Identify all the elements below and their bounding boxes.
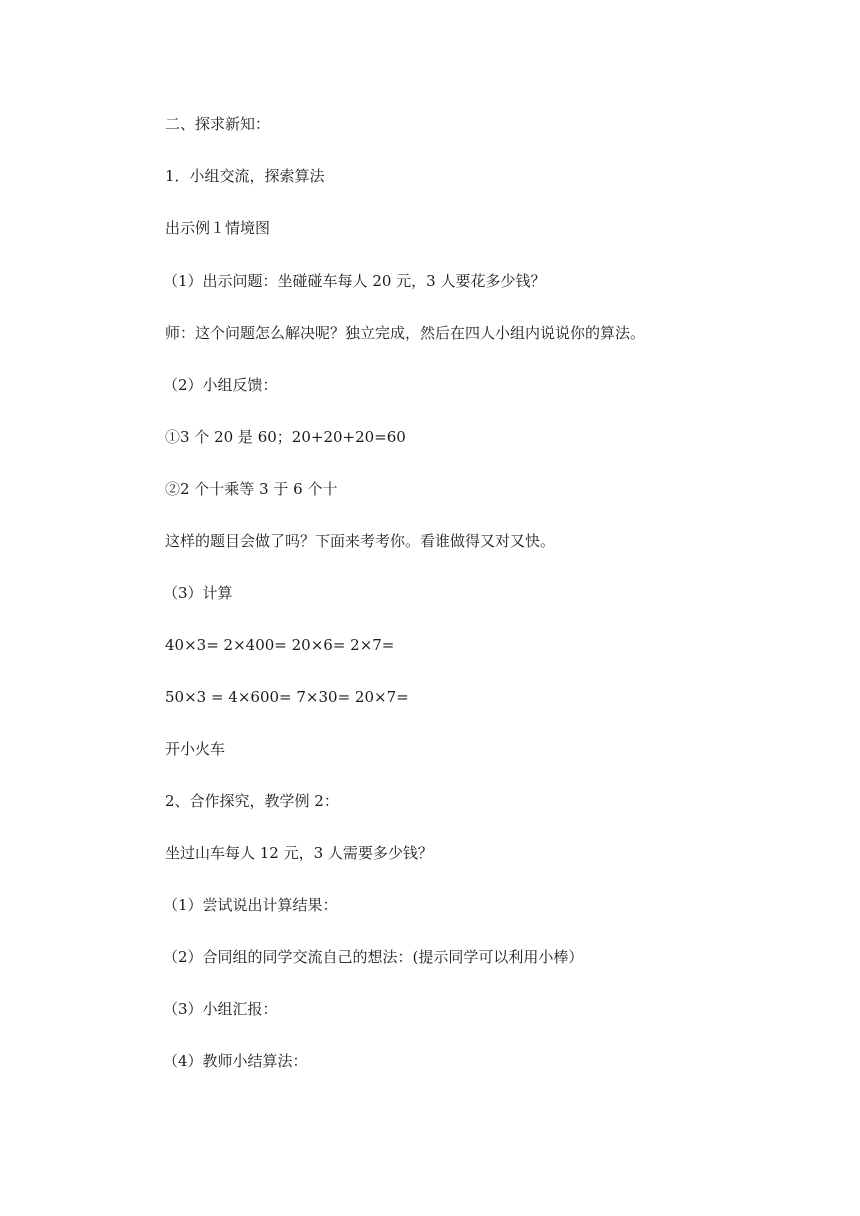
step-line: （4）教师小结算法： — [163, 1052, 308, 1070]
question-line: （1）出示问题：坐碰碰车每人 20 元，3 人要花多少钱？ — [163, 272, 546, 290]
question-line: 坐过山车每人 12 元，3 人需要多少钱？ — [165, 844, 433, 862]
step-line: （1）尝试说出计算结果： — [163, 896, 338, 914]
feedback-heading: （2）小组反馈： — [163, 376, 278, 394]
feedback-item-2: ②2 个十乘等 3 于 6 个十 — [165, 480, 338, 498]
feedback-item-1: ①3 个 20 是 60；20+20+20=60 — [165, 428, 406, 446]
calculation-row-1: 40×3= 2×400= 20×6= 2×7= — [165, 636, 395, 654]
calculation-row-2: 50×3 = 4×600= 7×30= 20×7= — [165, 688, 409, 706]
section-heading: 二、探求新知： — [165, 115, 271, 133]
step-line: （2）合同组的同学交流自己的想法：(提示同学可以利用小棒） — [163, 948, 584, 966]
subsection-heading: 2、合作探究，教学例 2： — [165, 792, 339, 810]
subsection-heading: 1．小组交流，探索算法 — [165, 167, 325, 185]
step-line: （3）小组汇报： — [163, 1000, 278, 1018]
teacher-line: 师：这个问题怎么解决呢？独立完成，然后在四人小组内说说你的算法。 — [165, 324, 646, 342]
text-line: 开小火车 — [165, 740, 226, 758]
text-line: 出示例１情境图 — [165, 219, 271, 237]
text-line: 这样的题目会做了吗？下面来考考你。看谁做得又对又快。 — [165, 532, 556, 550]
calculation-heading: （3）计算 — [163, 584, 233, 602]
